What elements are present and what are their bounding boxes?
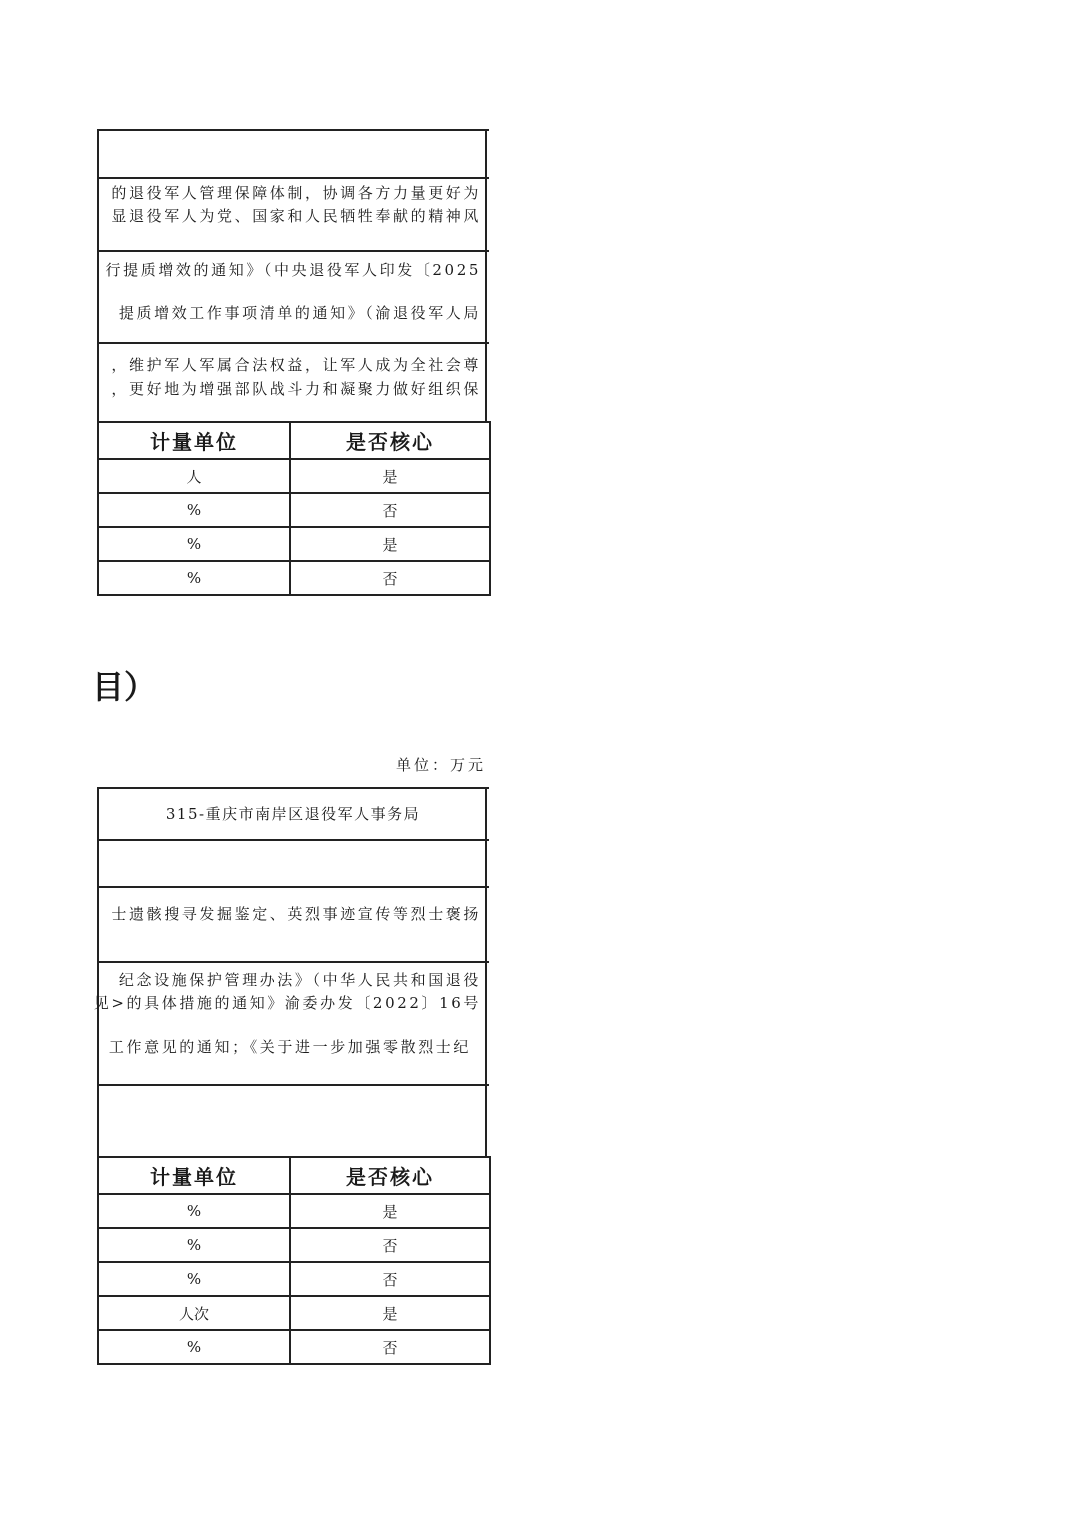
cell-core: 否 [290,561,490,595]
cell-core: 是 [290,1296,490,1330]
divider [97,177,489,179]
divider [97,342,489,344]
divider [97,787,489,789]
table-row [98,493,490,527]
page-title-fragment: 目） [92,668,157,706]
cell-unit: % [98,1228,290,1262]
table-row [98,1296,490,1330]
text-line: ，更好地为增强部队战斗力和凝聚力做好组织保 [111,380,481,398]
cell-core: 是 [290,527,490,561]
header-unit: 计量单位 [98,1157,290,1194]
table-row [98,1262,490,1296]
table-row [98,1330,490,1364]
cell-unit: % [98,1330,290,1364]
cell-unit: % [98,1194,290,1228]
table-row [98,1194,490,1228]
divider [97,1084,489,1086]
text-line: 行提质增效的通知》（中央退役军人印发〔2025 [105,261,481,279]
text-line: 纪念设施保护管理办法》（中华人民共和国退役 [118,971,481,989]
text-line: 提质增效工作事项清单的通知》（渝退役军人局 [118,304,481,322]
cell-core: 是 [290,1194,490,1228]
department-name: 315-重庆市南岸区退役军人事务局 [165,805,421,823]
divider [97,129,489,131]
divider [97,839,489,841]
cell-unit: % [98,1262,290,1296]
cell-core: 否 [290,1228,490,1262]
cell-unit: % [98,527,290,561]
text-line: 见>的具体措施的通知》渝委办发〔2022〕16号 [93,994,481,1012]
cell-unit: 人次 [98,1296,290,1330]
table-row [98,561,490,595]
cell-core: 否 [290,1330,490,1364]
cell-unit: % [98,493,290,527]
text-line: ，维护军人军属合法权益，让军人成为全社会尊 [111,356,481,374]
text-line: 的退役军人管理保障体制，协调各方力量更好为 [111,184,481,202]
cell-unit: % [98,561,290,595]
unit-label: 单位：万元 [395,756,486,774]
indicator-table-1 [97,421,491,596]
text-line: 显退役军人为党、国家和人民牺牲奉献的精神风 [111,207,481,225]
cell-core: 否 [290,493,490,527]
header-unit: 计量单位 [98,422,290,459]
cell-core: 是 [290,459,490,493]
header-core: 是否核心 [290,422,490,459]
divider [97,250,489,252]
divider [97,961,489,963]
table-row [98,1228,490,1262]
cell-core: 否 [290,1262,490,1296]
header-core: 是否核心 [290,1157,490,1194]
cell-unit: 人 [98,459,290,493]
divider [97,886,489,888]
text-line: 工作意见的通知；《关于进一步加强零散烈士纪 [108,1038,471,1056]
table-row [98,459,490,493]
table-row [98,527,490,561]
indicator-table-2 [97,1156,491,1365]
text-line: 士遗骸搜寻发掘鉴定、英烈事迹宣传等烈士褒扬 [111,905,481,923]
